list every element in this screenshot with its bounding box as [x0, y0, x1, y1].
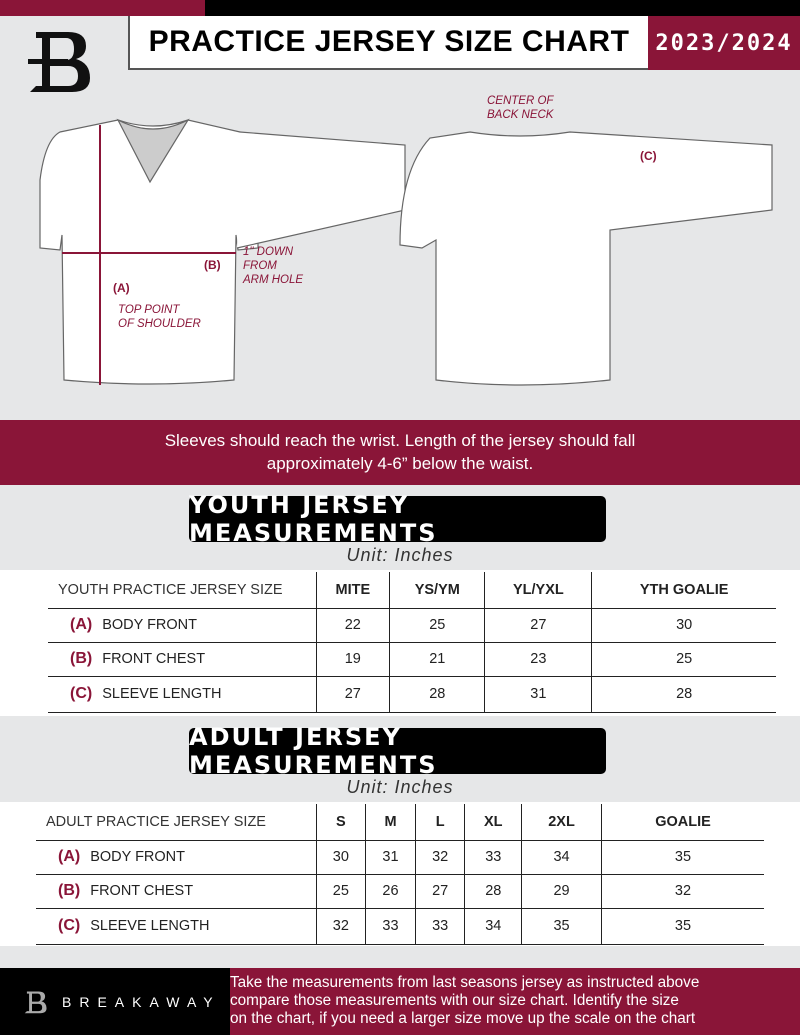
- youth-table: YOUTH PRACTICE JERSEY SIZE MITE YS/YM YL/YXL YTH GOALIE (A) BODY FRONT 22 25 27 30 (B) FRONT CHEST 19 21 23 25 (C) SLEEVE LENGTH 27 28 31 28: [48, 572, 776, 713]
- page-title: PRACTICE JERSEY SIZE CHART: [128, 16, 648, 70]
- adult-table: ADULT PRACTICE JERSEY SIZE S M L XL 2XL GOALIE (A) BODY FRONT 30 31 32 33 34 35 (B) FRONT CHEST 25 26 27 28 29 32 (C) SLEEVE LENGTH 32 33 33 34 35 35: [36, 804, 764, 945]
- brand-name: BREAKAWAY: [62, 993, 221, 1010]
- footer-instructions: Take the measurements from last seasons jersey as instructed above compare those measurements with our size chart. Identify the size on the chart, if you need a larger size move up the scale on the chart: [230, 968, 800, 1035]
- table-row: (B) FRONT CHEST 25 26 27 28 29 32: [36, 874, 764, 908]
- footer-brand: [0, 968, 230, 1035]
- table-row: (B) FRONT CHEST 19 21 23 25: [48, 642, 776, 676]
- table-row: (C) SLEEVE LENGTH 27 28 31 28: [48, 676, 776, 712]
- back-neck-note: CENTER OF BACK NECK: [487, 95, 554, 121]
- fit-note-band: [0, 420, 800, 485]
- fit-note-line: approximately 4-6” below the waist.: [266, 454, 534, 473]
- season-badge: 2023/2024: [648, 16, 800, 70]
- fit-note-line: Sleeves should reach the wrist. Length of the jersey should fall: [164, 431, 636, 450]
- top-point-note: TOP POINT OF SHOULDER: [118, 304, 201, 330]
- label-c: (C): [640, 149, 657, 163]
- adult-heading: ADULT JERSEY MEASUREMENTS: [189, 728, 606, 774]
- youth-heading: YOUTH JERSEY MEASUREMENTS: [189, 496, 606, 542]
- youth-unit: Unit: Inches: [346, 545, 454, 565]
- label-a: (A): [113, 281, 130, 295]
- top-black-bar: [205, 0, 800, 16]
- top-accent-bar: [0, 0, 205, 16]
- adult-unit: Unit: Inches: [346, 777, 454, 797]
- table-row: (A) BODY FRONT 30 31 32 33 34 35: [36, 840, 764, 874]
- label-b: (B): [204, 258, 221, 272]
- back-jersey-icon: [400, 132, 772, 385]
- arm-hole-note: 1" DOWN FROM ARM HOLE: [243, 246, 304, 286]
- table-row: (C) SLEEVE LENGTH 32 33 33 34 35 35: [36, 908, 764, 944]
- breakaway-logo-icon: [24, 985, 48, 1019]
- jersey-diagram: [0, 70, 800, 420]
- table-row: (A) BODY FRONT 22 25 27 30: [48, 608, 776, 642]
